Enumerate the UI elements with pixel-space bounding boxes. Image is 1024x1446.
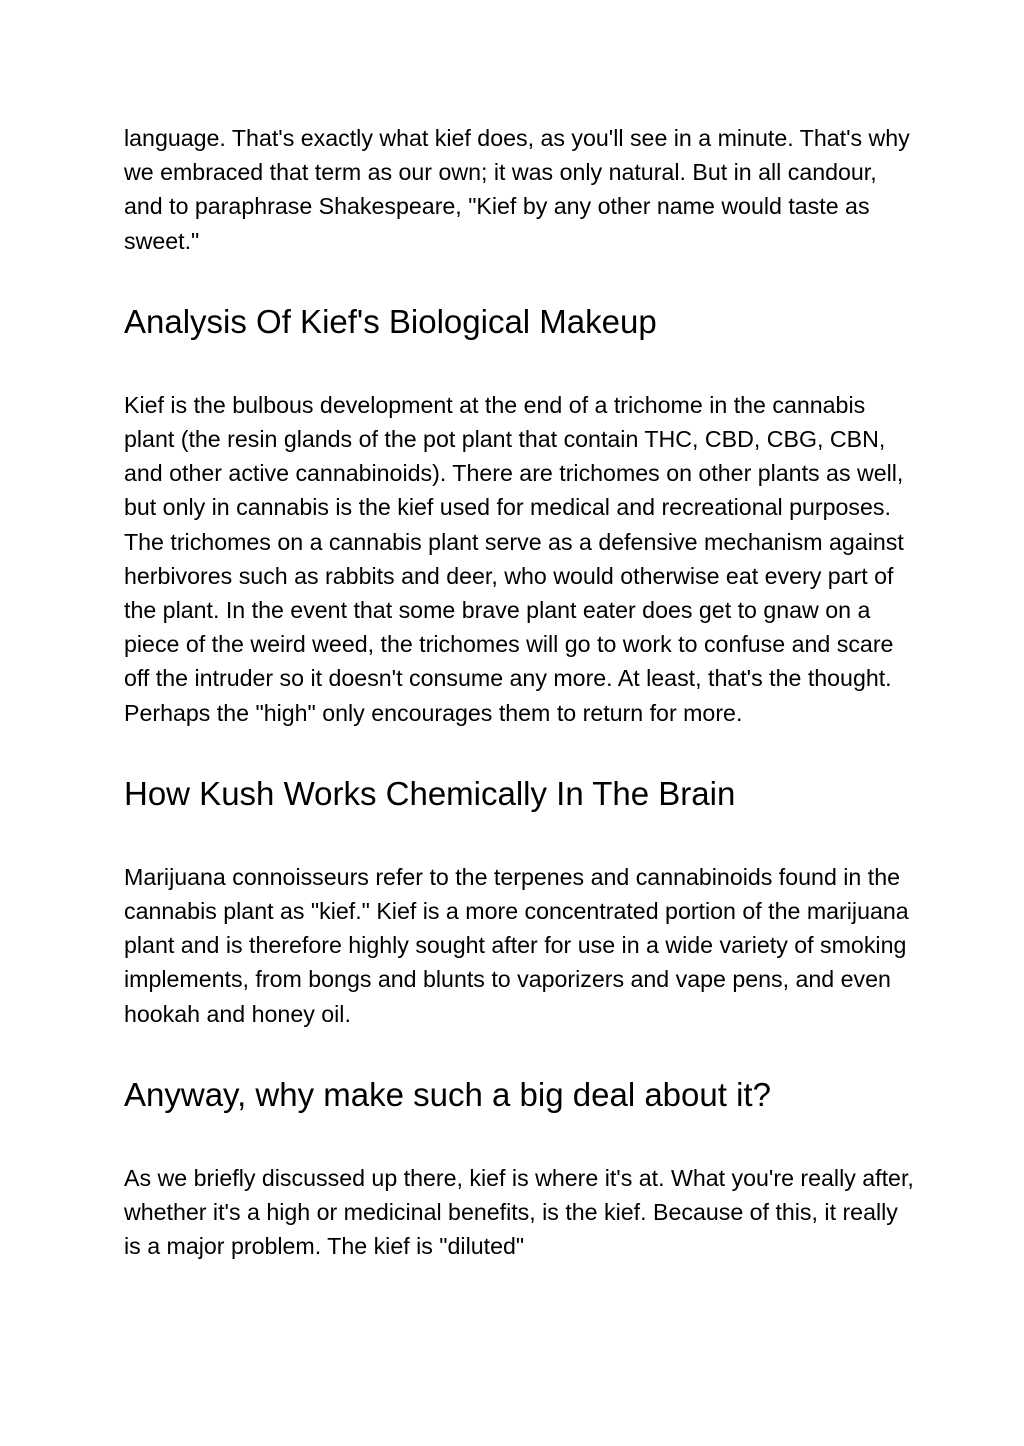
paragraph-intro: language. That's exactly what kief does, as you'll see in a minute. That's why we embraced that term as our own; it was only natural. But in all candour, and to paraphrase Shakespeare, "Kief by any other name would taste as sweet."	[124, 125, 910, 254]
paragraph-big-deal: As we briefly discussed up there, kief is where it's at. What you're really after, whether it's a high or medicinal benefits, is the kief. Because of this, it really is a major problem. The kief is "diluted"	[124, 1164, 914, 1260]
heading-big-deal: Anyway, why make such a big deal about it?	[124, 1075, 771, 1113]
paragraph-biological-makeup: Kief is the bulbous development at the end of a trichome in the cannabis plant (the resin glands of the pot plant that contain THC, CBD, CBG, CBN, and other active cannabinoids). There are trichomes on other plants as well, but only in cannabis is the kief used for medical and recreational purposes. The trichomes on a cannabis plant serve as a defensive mechanism against herbivores such as rabbits and deer, who would otherwise eat every part of the plant. In the event that some brave plant eater does get to gnaw on a piece of the weird weed, the trichomes will go to work to confuse and scare off the intruder so it doesn't consume any more. At least, that's the thought. Perhaps the "high" only encourages them to return for more.	[124, 391, 904, 726]
paragraph-chemical-brain: Marijuana connoisseurs refer to the terpenes and cannabinoids found in the cannabis plant as "kief." Kief is a more concentrated portion of the marijuana plant and is therefore highly sought after for use in a wide variety of smoking implements, from bongs and blunts to vaporizers and vape pens, and even hookah and honey oil.	[124, 863, 909, 1027]
document-body	[124, 121, 914, 1263]
heading-chemical-brain: How Kush Works Chemically In The Brain	[124, 774, 736, 812]
heading-biological-makeup: Analysis Of Kief's Biological Makeup	[124, 302, 657, 340]
